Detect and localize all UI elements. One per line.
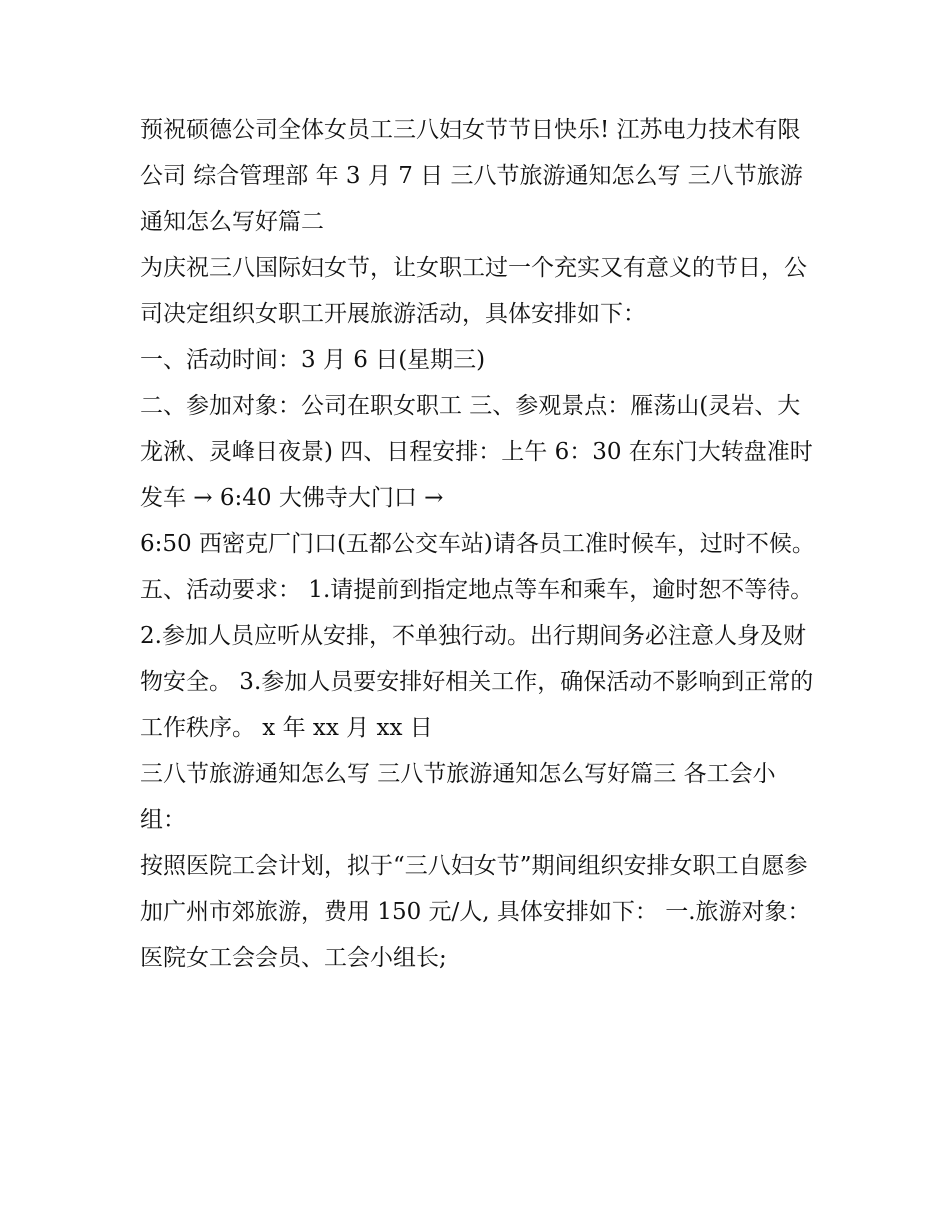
document-body — [140, 107, 823, 981]
paragraph-participants-schedule: 二、参加对象：公司在职女职工 三、参观景点：雁荡山(灵岩、大龙湫、灵峰日夜景) 四、日程安排：上午 6：30 在东门大转盘准时发车 → 6:40 大佛寺大门口 → — [140, 393, 813, 511]
paragraph-rules-date: 2.参加人员应听从安排，不单独行动。出行期间务必注意人身及财物安全。 3.参加人员要安排好相关工作，确保活动不影响到正常的工作秩序。 x 年 xx 月 xx 日 — [140, 623, 814, 741]
paragraph-activity-time: 一、活动时间：3 月 6 日(星期三) — [140, 347, 486, 373]
paragraph-greeting: 预祝硕德公司全体女员工三八妇女节节日快乐! 江苏电力技术有限公司 综合管理部 年 3 月 7 日 三八节旅游通知怎么写 三八节旅游通知怎么写好篇二 — [140, 117, 803, 235]
paragraph-section-three-title: 三八节旅游通知怎么写 三八节旅游通知怎么写好篇三 各工会小组： — [140, 761, 776, 833]
paragraph-intro: 为庆祝三八国际妇女节，让女职工过一个充实又有意义的节日，公司决定组织女职工开展旅游活动，具体安排如下： — [140, 255, 807, 327]
paragraph-hospital-plan: 按照医院工会计划，拟于“三八妇女节”期间组织安排女职工自愿参加广州市郊旅游，费用 150 元/人, 具体安排如下： 一.旅游对象：医院女工会会员、工会小组长; — [140, 853, 811, 971]
paragraph-pickup-requirements: 6:50 西密克厂门口(五都公交车站)请各员工准时候车，过时不候。 五、活动要求： 1.请提前到指定地点等车和乘车，逾时恕不等待。 — [140, 531, 823, 603]
